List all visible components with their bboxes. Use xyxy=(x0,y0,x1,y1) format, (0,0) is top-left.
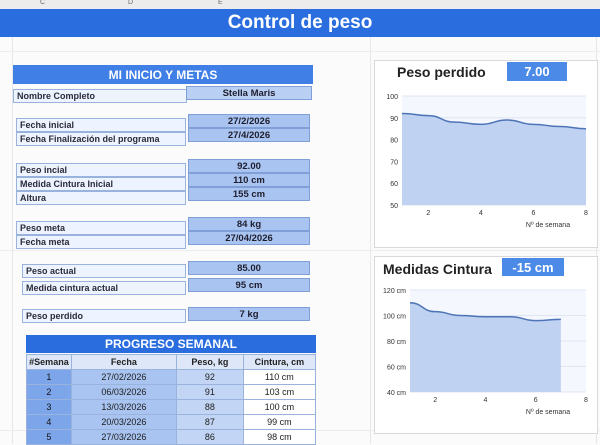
cell-waist[interactable]: 110 cm xyxy=(243,370,315,385)
label-initial-waist[interactable]: Medida Cintura Inicial xyxy=(16,177,186,191)
page-title: Control de peso xyxy=(0,9,600,37)
column-header-date[interactable]: Fecha xyxy=(71,355,176,370)
label-current-waist[interactable]: Medida cintura actual xyxy=(22,281,186,295)
x-tick-label: 6 xyxy=(533,397,538,404)
waist-change-badge: -15 cm xyxy=(502,258,564,276)
x-tick-label: 4 xyxy=(483,397,488,404)
x-tick-label: 8 xyxy=(584,397,588,404)
cell-date[interactable]: 27/02/2026 xyxy=(71,370,176,385)
weekly-progress-table xyxy=(26,354,316,445)
grid-line xyxy=(370,37,371,444)
label-goal-date[interactable]: Fecha meta xyxy=(16,235,186,249)
x-tick-label: 8 xyxy=(584,210,588,217)
weight-chart xyxy=(374,84,596,246)
value-current-weight[interactable]: 85.00 xyxy=(188,261,310,275)
cell-weight[interactable]: 87 xyxy=(176,415,243,430)
label-end-date[interactable]: Fecha Finalización del programa xyxy=(16,132,186,146)
column-header-weight[interactable]: Peso, kg xyxy=(176,355,243,370)
value-initial-waist[interactable]: 110 cm xyxy=(188,173,310,187)
value-end-date[interactable]: 27/4/2026 xyxy=(188,128,310,142)
y-tick-label: 100 xyxy=(386,94,398,101)
label-goal-weight[interactable]: Peso meta xyxy=(16,221,186,235)
value-start-date[interactable]: 27/2/2026 xyxy=(188,114,310,128)
table-row xyxy=(27,430,316,445)
value-goal-date[interactable]: 27/04/2026 xyxy=(188,231,310,245)
label-full-name[interactable]: Nombre Completo xyxy=(13,89,187,103)
x-axis-label: Nº de semana xyxy=(525,409,571,416)
weight-lost-badge: 7.00 xyxy=(507,62,567,81)
column-header-d[interactable]: D xyxy=(128,0,134,6)
cell-week[interactable]: 1 xyxy=(27,370,72,385)
value-goal-weight[interactable]: 84 kg xyxy=(188,217,310,231)
y-tick-label: 40 cm xyxy=(386,390,406,397)
value-height[interactable]: 155 cm xyxy=(188,187,310,201)
y-tick-label: 60 cm xyxy=(386,364,406,372)
y-tick-label: 80 xyxy=(390,137,398,145)
label-height[interactable]: Altura xyxy=(16,191,186,205)
cell-waist[interactable]: 99 cm xyxy=(243,415,315,430)
y-tick-label: 100 cm xyxy=(383,313,406,321)
cell-week[interactable]: 5 xyxy=(27,430,72,445)
value-full-name[interactable]: Stella Maris xyxy=(186,86,312,100)
table-row xyxy=(27,385,316,400)
cell-waist[interactable]: 103 cm xyxy=(243,385,315,400)
cell-date[interactable]: 13/03/2026 xyxy=(71,400,176,415)
column-header-e[interactable]: E xyxy=(218,0,223,6)
y-tick-label: 120 cm xyxy=(383,288,406,295)
waist-chart xyxy=(374,280,596,430)
x-axis-label: Nº de semana xyxy=(525,222,571,229)
column-header-c[interactable]: C xyxy=(40,0,46,6)
label-initial-weight[interactable]: Peso incial xyxy=(16,163,186,177)
cell-week[interactable]: 4 xyxy=(27,415,72,430)
label-weight-lost[interactable]: Peso perdido xyxy=(22,309,186,323)
y-tick-label: 50 xyxy=(390,203,398,210)
cell-date[interactable]: 20/03/2026 xyxy=(71,415,176,430)
value-current-waist[interactable]: 95 cm xyxy=(188,278,310,292)
cell-weight[interactable]: 91 xyxy=(176,385,243,400)
table-row xyxy=(27,370,316,385)
grid-line xyxy=(0,51,600,52)
x-tick-label: 2 xyxy=(426,210,431,217)
y-tick-label: 90 xyxy=(390,115,398,123)
goals-panel-heading: MI INICIO Y METAS xyxy=(13,65,313,84)
weekly-progress-heading: PROGRESO SEMANAL xyxy=(26,335,316,353)
cell-weight[interactable]: 86 xyxy=(176,430,243,445)
cell-date[interactable]: 27/03/2026 xyxy=(71,430,176,445)
waist-chart-title: Medidas Cintura xyxy=(383,261,492,277)
cell-waist[interactable]: 98 cm xyxy=(243,430,315,445)
value-weight-lost[interactable]: 7 kg xyxy=(188,307,310,321)
table-row xyxy=(27,415,316,430)
cell-weight[interactable]: 92 xyxy=(176,370,243,385)
x-tick-label: 4 xyxy=(478,210,483,217)
label-start-date[interactable]: Fecha inicial xyxy=(16,118,186,132)
y-tick-label: 60 xyxy=(390,181,398,189)
weight-chart-title: Peso perdido xyxy=(397,64,486,80)
column-header-waist[interactable]: Cintura, cm xyxy=(243,355,315,370)
grid-line xyxy=(0,250,600,251)
value-initial-weight[interactable]: 92.00 xyxy=(188,159,310,173)
cell-weight[interactable]: 88 xyxy=(176,400,243,415)
cell-week[interactable]: 3 xyxy=(27,400,72,415)
label-current-weight[interactable]: Peso actual xyxy=(22,264,186,278)
table-row xyxy=(27,400,316,415)
y-tick-label: 70 xyxy=(390,159,398,167)
x-tick-label: 6 xyxy=(531,210,536,217)
cell-date[interactable]: 06/03/2026 xyxy=(71,385,176,400)
y-tick-label: 80 cm xyxy=(386,339,406,346)
cell-week[interactable]: 2 xyxy=(27,385,72,400)
column-header-week[interactable]: #Semana xyxy=(27,355,72,370)
x-tick-label: 2 xyxy=(433,397,438,404)
cell-waist[interactable]: 100 cm xyxy=(243,400,315,415)
